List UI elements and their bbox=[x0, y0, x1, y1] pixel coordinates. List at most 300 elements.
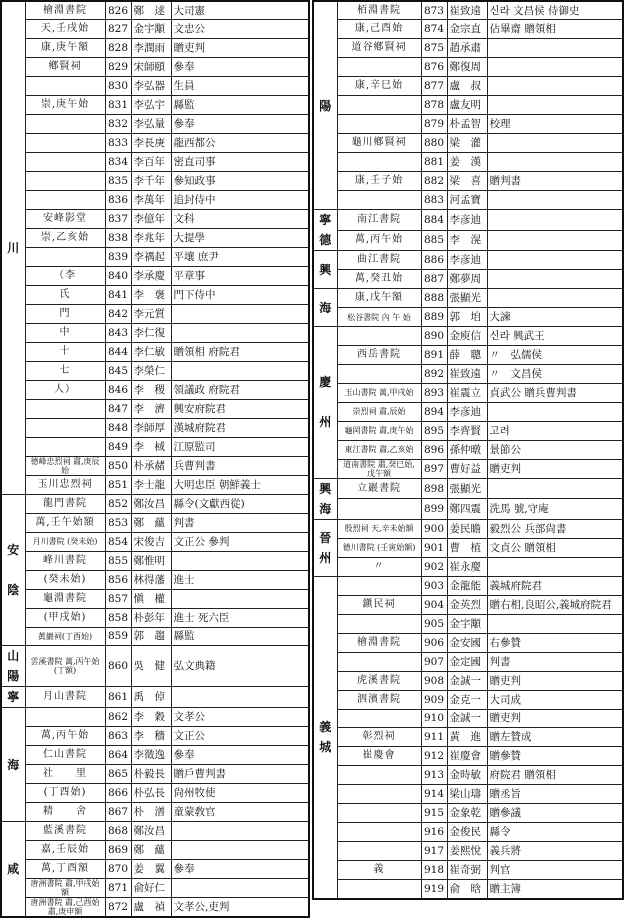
person-cell: 鄭汝昌 bbox=[131, 494, 171, 513]
table-row bbox=[313, 96, 623, 115]
person-cell: 崔永慶 bbox=[447, 557, 487, 576]
table-row bbox=[1, 134, 309, 153]
number-cell: 846 bbox=[105, 380, 131, 399]
title-cell bbox=[487, 289, 623, 308]
table-row bbox=[313, 804, 623, 823]
person-cell: 梁山璹 bbox=[447, 785, 487, 804]
title-cell: 追封侍中 bbox=[171, 191, 309, 210]
table-row bbox=[1, 361, 309, 380]
person-cell: 林得藩 bbox=[131, 570, 171, 589]
person-cell: 李彦迪 bbox=[447, 210, 487, 231]
person-cell: 金宇顒 bbox=[131, 20, 171, 39]
table-row bbox=[1, 475, 309, 494]
table-row bbox=[1, 860, 309, 879]
title-cell bbox=[487, 191, 623, 210]
region-cell: 晉 州 bbox=[313, 519, 337, 576]
person-cell: 李 穀 bbox=[131, 708, 171, 727]
person-cell: 李承慶 bbox=[131, 267, 171, 286]
title-cell: 貞武公 贈兵曹判書 bbox=[487, 383, 623, 402]
institution-cell: 崇烈祠 肅,辰始 bbox=[337, 402, 421, 421]
table-row bbox=[1, 115, 309, 134]
title-cell: 府院君 贈領相 bbox=[487, 766, 623, 785]
person-cell: 鄭四震 bbox=[447, 499, 487, 520]
table-row bbox=[313, 557, 623, 576]
number-cell: 918 bbox=[421, 861, 447, 880]
table-row bbox=[313, 576, 623, 595]
title-cell: 贈吏判 bbox=[487, 459, 623, 478]
title-cell: 參奉 bbox=[171, 58, 309, 77]
title-cell: 童蒙敎官 bbox=[171, 803, 309, 822]
number-cell: 892 bbox=[421, 364, 447, 383]
institution-cell bbox=[25, 153, 105, 172]
title-cell: 參奉 bbox=[171, 115, 309, 134]
table-row bbox=[313, 728, 623, 747]
person-cell: 鄭 逑 bbox=[131, 1, 171, 20]
person-cell: 李禑起 bbox=[131, 248, 171, 267]
number-cell: 856 bbox=[105, 570, 131, 589]
person-cell: 李弘宇 bbox=[131, 96, 171, 115]
title-cell: 縣令 bbox=[487, 823, 623, 842]
person-cell: 李彦迪 bbox=[447, 251, 487, 270]
institution-cell: 義 bbox=[337, 861, 421, 880]
title-cell: 漢城府院君 bbox=[171, 418, 309, 437]
title-cell: 平章事 bbox=[171, 267, 309, 286]
table-row bbox=[313, 842, 623, 861]
institution-cell bbox=[337, 576, 421, 595]
person-cell: 李齊賢 bbox=[447, 421, 487, 440]
title-cell: 文正公 bbox=[171, 727, 309, 746]
table-row bbox=[313, 652, 623, 671]
table-row bbox=[1, 172, 309, 191]
left-table bbox=[0, 0, 310, 918]
title-cell: 義兵將 bbox=[487, 842, 623, 861]
number-cell: 907 bbox=[421, 652, 447, 671]
institution-cell bbox=[337, 709, 421, 728]
number-cell: 905 bbox=[421, 614, 447, 633]
title-cell: 大司憲 bbox=[171, 1, 309, 20]
institution-cell: 月山書院 bbox=[25, 687, 105, 708]
title-cell: 贈丞旨 bbox=[487, 785, 623, 804]
title-cell: 文正公 參判 bbox=[171, 532, 309, 551]
title-cell: 贈主簿 bbox=[487, 880, 623, 899]
title-cell: 贈左贊成 bbox=[487, 728, 623, 747]
number-cell: 903 bbox=[421, 576, 447, 595]
title-cell bbox=[487, 251, 623, 270]
number-cell: 889 bbox=[421, 308, 447, 327]
title-cell: 縣監 bbox=[171, 627, 309, 646]
institution-cell: 月川書院 (癸未始) bbox=[25, 532, 105, 551]
region-cell: 義 城 bbox=[313, 576, 337, 898]
table-row bbox=[1, 784, 309, 803]
table-row bbox=[1, 746, 309, 765]
person-cell: 李 穡 bbox=[131, 727, 171, 746]
institution-cell bbox=[337, 364, 421, 383]
institution-cell: 檜淵書院 bbox=[25, 1, 105, 20]
title-cell bbox=[171, 361, 309, 380]
person-cell: 盧友明 bbox=[447, 96, 487, 115]
institution-cell bbox=[337, 115, 421, 134]
institution-cell: 萬,壬午始額 bbox=[25, 513, 105, 532]
title-cell bbox=[171, 589, 309, 608]
title-cell bbox=[487, 58, 623, 77]
title-cell: 고려 bbox=[487, 421, 623, 440]
number-cell: 834 bbox=[105, 153, 131, 172]
number-cell: 840 bbox=[105, 267, 131, 286]
title-cell: 贈吏判 bbox=[487, 709, 623, 728]
institution-cell: 東江書院 肅,乙亥始 bbox=[337, 440, 421, 459]
institution-cell: 萬,癸丑始 bbox=[337, 270, 421, 289]
number-cell: 888 bbox=[421, 289, 447, 308]
title-cell: 參奉 bbox=[171, 860, 309, 879]
table-row bbox=[313, 115, 623, 134]
title-cell bbox=[171, 323, 309, 342]
institution-cell bbox=[337, 191, 421, 210]
institution-cell: 十 bbox=[25, 342, 105, 361]
institution-cell: 萬,丙午始 bbox=[25, 727, 105, 746]
table-row bbox=[313, 440, 623, 459]
number-cell: 915 bbox=[421, 804, 447, 823]
institution-cell: 氏 bbox=[25, 286, 105, 305]
table-row bbox=[1, 399, 309, 418]
title-cell: 密直司事 bbox=[171, 153, 309, 172]
number-cell: 836 bbox=[105, 191, 131, 210]
table-row bbox=[313, 880, 623, 899]
table-row bbox=[1, 248, 309, 267]
number-cell: 869 bbox=[105, 841, 131, 860]
number-cell: 883 bbox=[421, 191, 447, 210]
title-cell: 贈參議 bbox=[487, 804, 623, 823]
number-cell: 904 bbox=[421, 595, 447, 614]
institution-cell: 〃 bbox=[337, 557, 421, 576]
number-cell: 899 bbox=[421, 499, 447, 520]
table-row bbox=[313, 153, 623, 172]
institution-cell: 仁山書院 bbox=[25, 746, 105, 765]
person-cell: 金俊民 bbox=[447, 823, 487, 842]
institution-cell: 玉川忠烈祠 bbox=[25, 475, 105, 494]
person-cell: 李師厚 bbox=[131, 418, 171, 437]
title-cell: 江原監司 bbox=[171, 437, 309, 456]
number-cell: 845 bbox=[105, 361, 131, 380]
institution-cell bbox=[337, 499, 421, 520]
person-cell: 愼 權 bbox=[131, 589, 171, 608]
person-cell: 李徵逸 bbox=[131, 746, 171, 765]
table-row bbox=[313, 499, 623, 520]
table-row bbox=[313, 633, 623, 652]
institution-cell: 西岳書院 bbox=[337, 346, 421, 365]
table-row bbox=[1, 210, 309, 229]
table-row bbox=[1, 39, 309, 58]
number-cell: 868 bbox=[105, 822, 131, 841]
title-cell: 贈判書 bbox=[487, 172, 623, 191]
person-cell: 金安國 bbox=[447, 633, 487, 652]
person-cell: 李仁敏 bbox=[131, 342, 171, 361]
title-cell: 文忠公 bbox=[171, 20, 309, 39]
table-row bbox=[1, 803, 309, 822]
institution-cell: 龍門書院 bbox=[25, 494, 105, 513]
number-cell: 891 bbox=[421, 346, 447, 365]
number-cell: 885 bbox=[421, 230, 447, 251]
number-cell: 826 bbox=[105, 1, 131, 20]
table-row bbox=[1, 765, 309, 784]
number-cell: 893 bbox=[421, 383, 447, 402]
institution-cell: 松谷書院 內 午 始 bbox=[337, 308, 421, 327]
institution-cell: 龜岡書院 肅,庚午始 bbox=[337, 421, 421, 440]
title-cell: 大明忠臣 朝鮮義士 bbox=[171, 475, 309, 494]
institution-cell: 黃巖祠(丁酉始) bbox=[25, 627, 105, 646]
number-cell: 862 bbox=[105, 708, 131, 727]
number-cell: 886 bbox=[421, 251, 447, 270]
number-cell: 894 bbox=[421, 402, 447, 421]
person-cell: 李百年 bbox=[131, 153, 171, 172]
person-cell: 朴承赭 bbox=[131, 456, 171, 475]
institution-cell: 彰烈祠 bbox=[337, 728, 421, 747]
number-cell: 827 bbox=[105, 20, 131, 39]
person-cell: 金克一 bbox=[447, 690, 487, 709]
person-cell: 李潤雨 bbox=[131, 39, 171, 58]
person-cell: 鄭 蘊 bbox=[131, 841, 171, 860]
table-row bbox=[1, 58, 309, 77]
person-cell: 李 褒 bbox=[131, 286, 171, 305]
institution-cell bbox=[25, 115, 105, 134]
person-cell: 鄭 蘊 bbox=[131, 513, 171, 532]
table-row bbox=[313, 230, 623, 251]
institution-cell: 德川書院 (壬寅始額) bbox=[337, 538, 421, 557]
right-table-half bbox=[312, 0, 624, 895]
number-cell: 830 bbox=[105, 77, 131, 96]
institution-cell: (癸未始) bbox=[25, 570, 105, 589]
person-cell: 姜 漢 bbox=[447, 153, 487, 172]
person-cell: 梁 灌 bbox=[447, 134, 487, 153]
title-cell: 縣令(文獻西從) bbox=[171, 494, 309, 513]
region-cell: 海 bbox=[1, 708, 25, 822]
number-cell: 860 bbox=[105, 646, 131, 687]
table-row bbox=[313, 251, 623, 270]
institution-cell: 人） bbox=[25, 380, 105, 399]
person-cell: 梁 喜 bbox=[447, 172, 487, 191]
number-cell: 882 bbox=[421, 172, 447, 191]
institution-cell: 鄕賢祠 bbox=[25, 58, 105, 77]
table-row bbox=[1, 1, 309, 20]
table-row bbox=[313, 134, 623, 153]
number-cell: 911 bbox=[421, 728, 447, 747]
institution-cell: 崔慶會 bbox=[337, 747, 421, 766]
title-cell: 贈吏判 bbox=[171, 39, 309, 58]
institution-cell bbox=[337, 823, 421, 842]
right-table bbox=[312, 0, 624, 900]
title-cell: 判官 bbox=[487, 861, 623, 880]
institution-cell bbox=[337, 880, 421, 899]
institution-cell: 鎭民祠 bbox=[337, 595, 421, 614]
table-row bbox=[1, 879, 309, 898]
table-row bbox=[313, 595, 623, 614]
institution-cell bbox=[25, 77, 105, 96]
table-row bbox=[313, 364, 623, 383]
title-cell: 文孝公 bbox=[171, 708, 309, 727]
institution-cell: 雲溪書院 萬,丙午始(丁額) bbox=[25, 646, 105, 687]
number-cell: 857 bbox=[105, 589, 131, 608]
institution-cell: 玉山書院 萬,甲戌始 bbox=[337, 383, 421, 402]
title-cell: 신라 興武王 bbox=[487, 327, 623, 346]
person-cell: 金誠一 bbox=[447, 709, 487, 728]
title-cell: 龍西都公 bbox=[171, 134, 309, 153]
number-cell: 919 bbox=[421, 880, 447, 899]
institution-cell: 康,己酉始 bbox=[337, 20, 421, 39]
person-cell: 崔致遠 bbox=[447, 364, 487, 383]
table-row bbox=[313, 308, 623, 327]
number-cell: 859 bbox=[105, 627, 131, 646]
number-cell: 901 bbox=[421, 538, 447, 557]
number-cell: 852 bbox=[105, 494, 131, 513]
person-cell: 李榮仁 bbox=[131, 361, 171, 380]
number-cell: 896 bbox=[421, 440, 447, 459]
institution-cell: 殷烈祠 天,辛未始額 bbox=[337, 519, 421, 538]
table-row bbox=[313, 614, 623, 633]
person-cell: 吳 健 bbox=[131, 646, 171, 687]
person-cell: 李弘器 bbox=[131, 77, 171, 96]
region-cell: 安 陰 bbox=[1, 494, 25, 646]
person-cell: 趙承肅 bbox=[447, 39, 487, 58]
title-cell: 〃 文昌侯 bbox=[487, 364, 623, 383]
person-cell: 李萬年 bbox=[131, 191, 171, 210]
table-row bbox=[1, 437, 309, 456]
number-cell: 832 bbox=[105, 115, 131, 134]
title-cell: 文貞公 贈領相 bbox=[487, 538, 623, 557]
institution-cell: 藍溪書院 bbox=[25, 822, 105, 841]
institution-cell: 龜川鄕賢祠 bbox=[337, 134, 421, 153]
institution-cell: 康,戊午額 bbox=[337, 289, 421, 308]
person-cell: 禹 倬 bbox=[131, 687, 171, 708]
number-cell: 873 bbox=[421, 1, 447, 20]
person-cell: 李 滉 bbox=[447, 230, 487, 251]
person-cell: 姜 翼 bbox=[131, 860, 171, 879]
person-cell: 朴毅長 bbox=[131, 765, 171, 784]
table-row bbox=[1, 191, 309, 210]
institution-cell: 檜淵書院 bbox=[337, 633, 421, 652]
person-cell: 崔奇弼 bbox=[447, 861, 487, 880]
title-cell bbox=[171, 822, 309, 841]
number-cell: 841 bbox=[105, 286, 131, 305]
region-cell: 山陽 bbox=[1, 646, 25, 687]
title-cell: 參奉 bbox=[171, 746, 309, 765]
title-cell: 贈參贊 bbox=[487, 747, 623, 766]
table-row bbox=[313, 210, 623, 231]
institution-cell: 天,壬戌始 bbox=[25, 20, 105, 39]
institution-cell: 門 bbox=[25, 305, 105, 324]
number-cell: 861 bbox=[105, 687, 131, 708]
table-row bbox=[313, 383, 623, 402]
person-cell: 黃 進 bbox=[447, 728, 487, 747]
table-row bbox=[1, 494, 309, 513]
title-cell: 義城府院君 bbox=[487, 576, 623, 595]
number-cell: 909 bbox=[421, 690, 447, 709]
person-cell: 朴孟智 bbox=[447, 115, 487, 134]
region-cell: 慶 州 bbox=[313, 327, 337, 479]
institution-cell bbox=[337, 652, 421, 671]
table-row bbox=[313, 289, 623, 308]
title-cell: 興安府院君 bbox=[171, 399, 309, 418]
institution-cell bbox=[25, 399, 105, 418]
institution-cell: 栢淵書院 bbox=[337, 1, 421, 20]
number-cell: 829 bbox=[105, 58, 131, 77]
title-cell: 進士 死六臣 bbox=[171, 608, 309, 627]
institution-cell: 峰川書院 bbox=[25, 551, 105, 570]
title-cell bbox=[487, 153, 623, 172]
number-cell: 844 bbox=[105, 342, 131, 361]
region-cell: 興 海 bbox=[313, 478, 337, 519]
title-cell: 生員 bbox=[171, 77, 309, 96]
number-cell: 833 bbox=[105, 134, 131, 153]
institution-cell: 道谷鄕賢祠 bbox=[337, 39, 421, 58]
person-cell: 李 稷 bbox=[131, 380, 171, 399]
person-cell: 盧 禎 bbox=[131, 898, 171, 918]
institution-cell: 泗濱書院 bbox=[337, 690, 421, 709]
person-cell: 金宇顒 bbox=[447, 614, 487, 633]
number-cell: 877 bbox=[421, 77, 447, 96]
institution-cell: 虎溪書院 bbox=[337, 671, 421, 690]
table-row bbox=[1, 77, 309, 96]
number-cell: 866 bbox=[105, 784, 131, 803]
title-cell bbox=[487, 270, 623, 289]
title-cell: 判書 bbox=[171, 513, 309, 532]
institution-cell: 康,庚午額 bbox=[25, 39, 105, 58]
person-cell: 李元質 bbox=[131, 305, 171, 324]
table-row bbox=[1, 589, 309, 608]
institution-cell: 精 舍 bbox=[25, 803, 105, 822]
title-cell: 參知政事 bbox=[171, 172, 309, 191]
number-cell: 917 bbox=[421, 842, 447, 861]
number-cell: 900 bbox=[421, 519, 447, 538]
table-row bbox=[313, 671, 623, 690]
table-row bbox=[313, 58, 623, 77]
title-cell bbox=[487, 230, 623, 251]
number-cell: 876 bbox=[421, 58, 447, 77]
institution-cell bbox=[337, 614, 421, 633]
title-cell bbox=[171, 687, 309, 708]
number-cell: 902 bbox=[421, 557, 447, 576]
table-row bbox=[1, 342, 309, 361]
number-cell: 895 bbox=[421, 421, 447, 440]
number-cell: 838 bbox=[105, 229, 131, 248]
title-cell: 毅烈公 兵部尙書 bbox=[487, 519, 623, 538]
institution-cell: 道南書院 肅,癸巳始,戊午額 bbox=[337, 459, 421, 478]
title-cell: 洗馬 號,守庵 bbox=[487, 499, 623, 520]
region-cell: 川 bbox=[1, 1, 25, 494]
table-row bbox=[1, 822, 309, 841]
number-cell: 831 bbox=[105, 96, 131, 115]
person-cell: 李士龍 bbox=[131, 475, 171, 494]
person-cell: 金定國 bbox=[447, 652, 487, 671]
table-row bbox=[313, 172, 623, 191]
title-cell: 贈領相 府院君 bbox=[171, 342, 309, 361]
title-cell: 贈吏判 bbox=[487, 671, 623, 690]
number-cell: 872 bbox=[105, 898, 131, 918]
number-cell: 842 bbox=[105, 305, 131, 324]
institution-cell: (甲戌始) bbox=[25, 608, 105, 627]
person-cell: 俞 晗 bbox=[447, 880, 487, 899]
table-row bbox=[313, 823, 623, 842]
table-row bbox=[313, 1, 623, 20]
table-row bbox=[1, 532, 309, 551]
institution-cell bbox=[337, 96, 421, 115]
title-cell bbox=[171, 305, 309, 324]
table-row bbox=[1, 513, 309, 532]
institution-cell: （李 bbox=[25, 267, 105, 286]
person-cell: 崔震立 bbox=[447, 383, 487, 402]
table-row bbox=[313, 421, 623, 440]
institution-cell bbox=[25, 172, 105, 191]
region-cell: 陽 bbox=[313, 1, 337, 210]
title-cell: 領議政 府院君 bbox=[171, 380, 309, 399]
